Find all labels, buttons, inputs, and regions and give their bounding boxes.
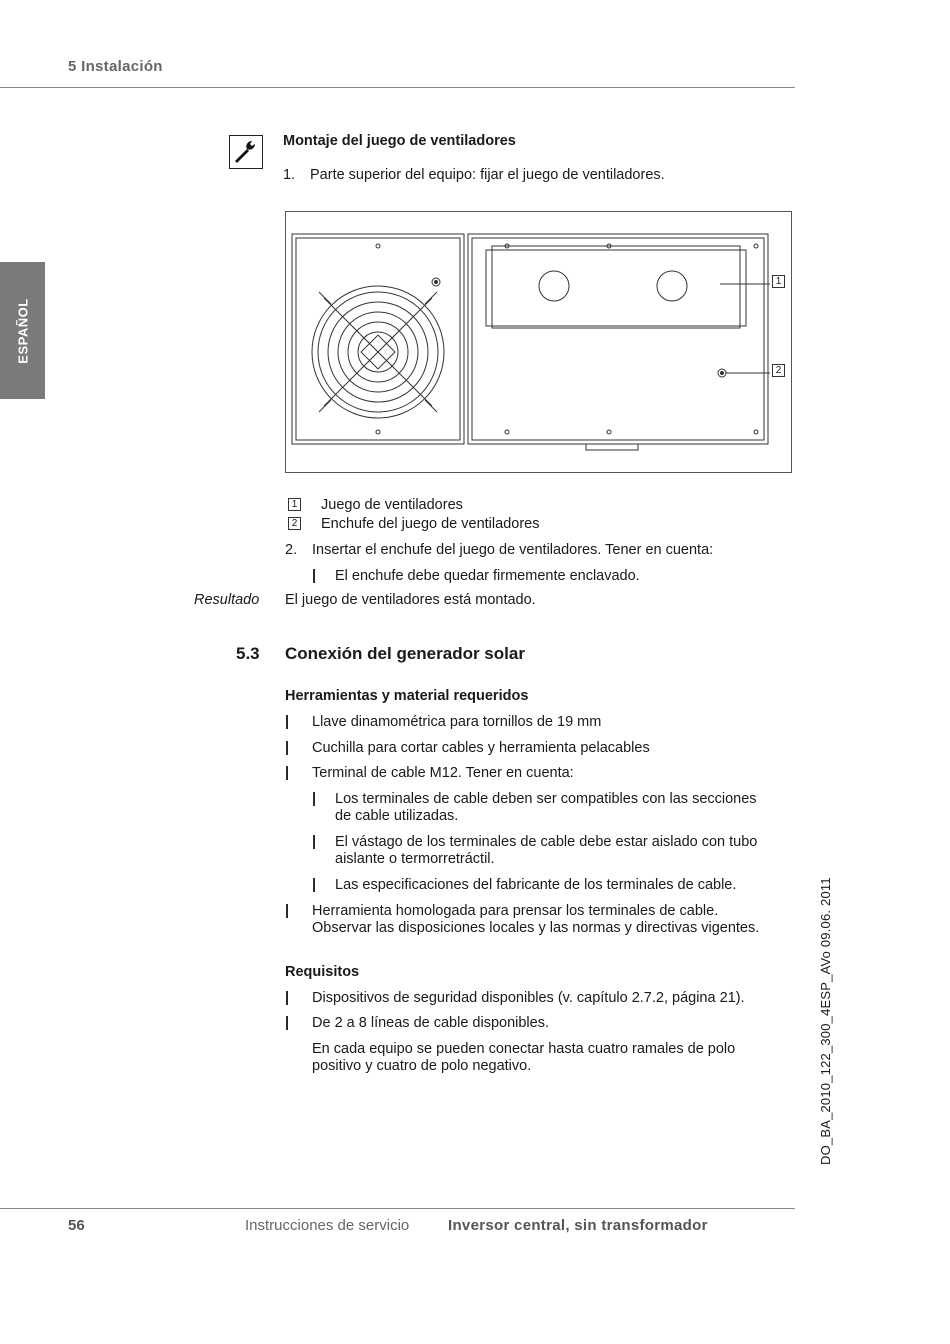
document-code: DO_BA_2010_122_300_4ESP_AVo 09.06. 2011 [818,877,833,1165]
bullet: | [312,791,317,807]
legend-marker-2: 2 [288,517,301,530]
terminal-note-2b: aislante o termorretráctil. [335,851,495,867]
section-header: 5 Instalación [68,58,163,75]
callout-1: 1 [772,275,785,288]
section-number: 5.3 [236,644,260,663]
step1-number: 1. [283,167,296,183]
bullet: | [285,903,290,919]
terminal-note-3: Las especificaciones del fabricante de los terminales de cable. [335,877,737,893]
section-title: Conexión del generador solar [285,644,525,663]
tools-title: Herramientas y material requeridos [285,688,529,704]
requirements-title: Requisitos [285,964,360,980]
bullet: | [285,714,290,730]
terminal-note-1b: de cable utilizadas. [335,808,459,824]
language-tab-label: ESPAÑOL [15,297,30,364]
step2-subitem: El enchufe debe quedar firmemente enclavado. [335,568,640,584]
step2-text: Insertar el enchufe del juego de ventiladores. Tener en cuenta: [312,542,714,558]
bullet: | [312,877,317,893]
terminal-note-2a: El vástago de los terminales de cable debe estar aislado con tubo [335,834,758,850]
requirement-2: De 2 a 8 líneas de cable disponibles. [312,1015,549,1031]
crimp-line-1: Herramienta homologada para prensar los terminales de cable. [312,903,719,919]
wrench-icon [229,135,263,169]
bullet: | [312,834,317,850]
step2-number: 2. [285,542,298,558]
crimp-line-2: Observar las disposiciones locales y las normas y directivas vigentes. [312,920,760,936]
requirement-1: Dispositivos de seguridad disponibles (v. capítulo 2.7.2, página 21). [312,990,745,1006]
fan-kit-drawing [286,212,791,472]
bullet: | [285,740,290,756]
fan-kit-figure [285,211,792,473]
tool-item-1: Llave dinamométrica para tornillos de 19 mm [312,714,602,730]
callout-2: 2 [772,364,785,377]
footer-product: Inversor central, sin transformador [448,1217,708,1234]
step1-text: Parte superior del equipo: fijar el juego de ventiladores. [310,167,665,183]
mount-title: Montaje del juego de ventiladores [283,133,516,149]
terminal-note-1a: Los terminales de cable deben ser compatibles con las secciones [335,791,757,807]
bullet: | [285,990,290,1006]
bullet: | [285,1015,290,1031]
result-label: Resultado [194,592,260,608]
tool-item-2: Cuchilla para cortar cables y herramienta pelacables [312,740,650,756]
legend-text-2: Enchufe del juego de ventiladores [321,516,540,532]
legend-text-1: Juego de ventiladores [321,497,463,513]
header-rule [0,87,795,88]
requirement-note-2: positivo y cuatro de polo negativo. [312,1058,532,1074]
page-number: 56 [68,1217,85,1234]
requirement-note-1: En cada equipo se pueden conectar hasta cuatro ramales de polo [312,1041,736,1057]
result-text: El juego de ventiladores está montado. [285,592,536,608]
language-tab [0,262,45,399]
tool-item-3: Terminal de cable M12. Tener en cuenta: [312,765,574,781]
bullet: | [285,765,290,781]
footer-rule [0,1208,795,1209]
footer-doc-type: Instrucciones de servicio [245,1217,410,1234]
bullet: | [312,568,317,584]
legend-marker-1: 1 [288,498,301,511]
